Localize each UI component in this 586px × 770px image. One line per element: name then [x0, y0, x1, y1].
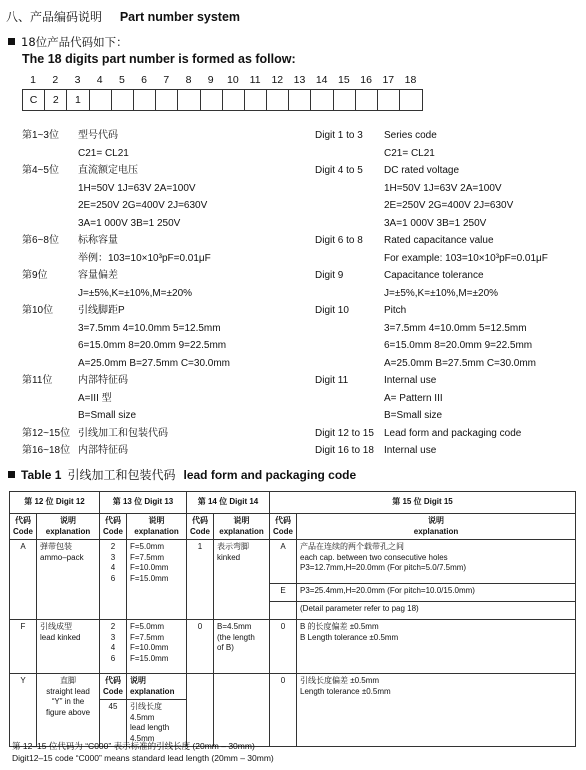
desc-line: 举例：103=10×10³pF=0.01μF	[78, 252, 211, 264]
bullet-icon	[8, 471, 15, 478]
desc-line: 内部特征码	[78, 375, 128, 386]
digit-box	[400, 90, 422, 110]
d13-nested-table	[100, 674, 186, 746]
desc-line: 6=15.0mm 8=20.0mm 9=22.5mm	[384, 340, 533, 351]
cell-line: P3=25.4mm,H=20.0mm (For pitch=10.0/15.0mm)	[300, 586, 475, 595]
digit-desc-zh	[78, 127, 129, 162]
code-header: 代码 Code	[100, 514, 127, 540]
digit-position-2: 2	[52, 74, 59, 86]
digit-box: 2	[45, 90, 67, 110]
d13-codes	[100, 620, 127, 674]
digit-box	[267, 90, 289, 110]
desc-line: 6=15.0mm 8=20.0mm 9=22.5mm	[78, 340, 227, 351]
cell-line: 引线成型	[40, 622, 72, 631]
digit-box	[311, 90, 333, 110]
cell-line: figure above	[45, 707, 91, 717]
digit-position-17: 17	[382, 74, 395, 86]
cell-line: F=7.5mm	[130, 632, 165, 642]
digit-position-15: 15	[338, 74, 350, 86]
desc-line: For example: 103=10×10³pF=0.01μF	[384, 252, 548, 264]
code-header: 代码 Code	[187, 514, 214, 540]
digit-label-zh: 第9位	[22, 270, 48, 281]
desc-line: J=±5%,K=±10%,M=±20%	[384, 287, 499, 299]
d15-detail-note: (Detail parameter refer to pag 18)	[297, 602, 576, 620]
digit-desc-en	[384, 302, 536, 372]
digit-position-11: 11	[249, 74, 261, 86]
desc-line: DC rated voltage	[384, 165, 460, 176]
digit-desc-en	[384, 267, 498, 302]
digit-position-13: 13	[293, 74, 306, 86]
desc-line: 内部特征码	[78, 445, 128, 456]
digit-position-8: 8	[185, 74, 192, 86]
digit-box	[90, 90, 112, 110]
section-title-zh: 八、产品编码说明	[6, 10, 103, 24]
explanation-header: 说明 explanation	[297, 514, 576, 540]
cell-line: 6	[110, 573, 116, 583]
digit-position-3: 3	[74, 74, 81, 86]
d12-code: Y	[10, 674, 37, 747]
digit-desc-zh	[78, 232, 211, 267]
cell-line: straight lead	[46, 686, 90, 696]
digit-label-zh: 第6~8位	[22, 235, 59, 246]
desc-line: 3A=1 000V 3B=1 250V	[384, 217, 487, 229]
cell-line: B=4.5mm	[217, 622, 252, 631]
packaging-code-table	[9, 491, 576, 747]
digit-label-en: Digit 12 to 15	[315, 427, 374, 439]
desc-line: Internal use	[384, 445, 437, 456]
digit-position-4: 4	[96, 74, 103, 86]
desc-line: J=±5%,K=±10%,M=±20%	[78, 287, 193, 299]
cell-line: B 的长度偏差 ±0.5mm	[300, 622, 379, 631]
d15-code: E	[270, 584, 297, 602]
group-header-digit13: 第 13 位 Digit 13	[100, 492, 187, 514]
desc-line: 引线加工和包装代码	[78, 427, 168, 439]
desc-line: Rated capacitance value	[384, 235, 494, 246]
digit-position-18: 18	[404, 74, 417, 86]
digit-position-9: 9	[207, 74, 214, 86]
table-title-en: lead form and packaging code	[183, 468, 357, 482]
note-zh: 第 12–15 位代码为 “C000” 表示标准的引线长度 (20mm – 30mm)	[12, 741, 255, 751]
cell-line: each cap. between two consecutive holes	[300, 552, 448, 562]
desc-line: Series code	[384, 130, 437, 141]
d12-expl	[37, 674, 100, 747]
desc-line: C21= CL21	[78, 147, 129, 159]
code-header: 代码 Code	[10, 514, 37, 540]
cell-line: lead kinked	[40, 632, 81, 642]
cell-line: F=10.0mm	[130, 643, 169, 652]
cell-line: B Length tolerance ±0.5mm	[300, 632, 399, 642]
d15-expl	[297, 540, 576, 584]
d13-codes	[100, 540, 127, 620]
digit-box	[334, 90, 356, 110]
desc-line: 3=7.5mm 4=10.0mm 5=12.5mm	[384, 322, 527, 334]
d15-expl	[297, 584, 576, 602]
digit-desc-zh	[78, 442, 128, 460]
digit-box	[134, 90, 156, 110]
digit-desc-zh	[78, 372, 136, 425]
digit-desc-zh	[78, 302, 230, 372]
table-row	[10, 674, 576, 747]
desc-line: B=Small size	[78, 410, 137, 421]
bullet-icon	[8, 38, 15, 45]
digit-position-12: 12	[271, 74, 284, 86]
digit-position-5: 5	[118, 74, 125, 86]
digit-position-1: 1	[30, 74, 37, 86]
table-title-zh: 引线加工和包装代码	[67, 468, 176, 482]
digit-label-en: Digit 16 to 18	[315, 445, 374, 456]
group-header-digit12: 第 12 位 Digit 12	[10, 492, 100, 514]
d12-code: F	[10, 620, 37, 674]
digit-label-en: Digit 10	[315, 305, 349, 316]
d13-expl	[127, 620, 187, 674]
digit-box: C	[23, 90, 45, 110]
cell-line: F=15.0mm	[130, 573, 169, 583]
digit-desc-en	[384, 372, 443, 425]
nested-code-header: 代码 Code	[100, 674, 127, 700]
cell-line: 6	[110, 653, 116, 663]
group-header-digit15: 第 15 位 Digit 15	[270, 492, 576, 514]
cell-line: F=15.0mm	[130, 653, 169, 663]
digit-label-zh: 第11位	[22, 375, 53, 386]
desc-line: 容量偏差	[78, 270, 118, 281]
digit-desc-en	[384, 232, 548, 267]
cell-line: 表示弯脚	[217, 542, 249, 551]
digit-box	[178, 90, 200, 110]
d15-code: 0	[270, 674, 297, 747]
digit-box	[201, 90, 223, 110]
cell-line: kinked	[217, 552, 241, 562]
digit-label-en: Digit 6 to 8	[315, 235, 363, 246]
digit-label-en: Digit 4 to 5	[315, 165, 363, 176]
digit-box	[156, 90, 178, 110]
desc-line: 直流额定电压	[78, 165, 138, 176]
d15-expl	[297, 674, 576, 747]
desc-line: 3A=1 000V 3B=1 250V	[78, 217, 181, 229]
d12-expl	[37, 620, 100, 674]
cell-line: 4	[110, 643, 116, 652]
section-title-en: Part number system	[119, 10, 241, 24]
desc-line: A=III 型	[78, 392, 112, 404]
digit-position-10: 10	[227, 74, 239, 86]
digit-box	[289, 90, 311, 110]
cell-line: 产品在连续的两个载带孔之间	[300, 542, 404, 551]
digit-desc-en	[384, 425, 521, 443]
desc-line: 1H=50V 1J=63V 2A=100V	[384, 182, 502, 194]
d12-expl	[37, 540, 100, 620]
d14-code: 0	[187, 620, 214, 674]
sub-header-row	[10, 514, 576, 540]
desc-line: B=Small size	[384, 410, 443, 421]
cell-line: F=10.0mm	[130, 563, 169, 572]
digit-box	[356, 90, 378, 110]
cell-line: F=7.5mm	[130, 552, 165, 562]
d15-code: A	[270, 540, 297, 584]
note-en: Digit12–15 code “C000” means standard lead length (20mm – 30mm)	[12, 753, 274, 763]
d15-expl	[297, 620, 576, 674]
digit-box	[112, 90, 134, 110]
group-header-digit14: 第 14 位 Digit 14	[187, 492, 270, 514]
cell-line: 引线长度偏差 ±0.5mm	[300, 676, 380, 685]
desc-line: 2E=250V 2G=400V 2J=630V	[384, 200, 514, 211]
digit-position-16: 16	[360, 74, 372, 86]
digit-box	[223, 90, 245, 110]
cell-line: lead length 4.5mm	[130, 723, 170, 743]
digit-desc-en	[384, 162, 513, 232]
digit-label-en: Digit 11	[315, 375, 349, 386]
cell-line: 2	[110, 542, 116, 551]
cell-line: 直脚	[60, 676, 76, 685]
digit-box: 1	[67, 90, 89, 110]
table-row	[10, 620, 576, 674]
d14-code: 1	[187, 540, 214, 620]
explanation-header: 说明 explanation	[127, 514, 187, 540]
desc-line: 型号代码	[78, 130, 118, 141]
intro-en: The 18 digits part number is formed as follow:	[22, 52, 296, 66]
cell-line: of B)	[217, 643, 234, 652]
desc-line: 2E=250V 2G=400V 2J=630V	[78, 200, 208, 211]
desc-line: A=25.0mm B=27.5mm C=30.0mm	[384, 357, 537, 369]
desc-line: Internal use	[384, 375, 437, 386]
table-title-number: Table 1	[21, 468, 62, 482]
cell-line: “Y” in the	[51, 697, 85, 706]
digit-label-en: Digit 1 to 3	[315, 130, 363, 141]
digit-position-7: 7	[163, 74, 170, 86]
digit-desc-zh	[78, 162, 207, 232]
desc-line: C21= CL21	[384, 147, 435, 159]
cell-line: 2	[110, 622, 116, 631]
cell-line: Length tolerance ±0.5mm	[300, 686, 391, 696]
d15-code: 0	[270, 620, 297, 674]
digit-label-zh: 第10位	[22, 305, 54, 316]
code-header: 代码 Code	[270, 514, 297, 540]
table-title	[8, 466, 356, 483]
digit-label-zh: 第16~18位	[22, 445, 71, 456]
cell-line: F=5.0mm	[130, 622, 165, 631]
explanation-header: 说明 explanation	[37, 514, 100, 540]
digit-desc-en	[384, 127, 437, 162]
digit-position-numbers	[22, 74, 422, 88]
desc-line: Lead form and packaging code	[384, 427, 522, 439]
digit-label-zh: 第1~3位	[22, 130, 59, 141]
explanation-header: 说明 explanation	[214, 514, 270, 540]
digit-box	[245, 90, 267, 110]
digit-desc-zh	[78, 425, 168, 443]
desc-line: A= Pattern III	[384, 392, 443, 404]
desc-line: 3=7.5mm 4=10.0mm 5=12.5mm	[78, 322, 221, 334]
digit-boxes	[22, 89, 423, 111]
cell-line: 3	[110, 552, 116, 562]
d14-expl	[214, 540, 270, 620]
cell-line: 引线长度 4.5mm	[130, 702, 162, 722]
cell-line: 弹带包装	[40, 542, 72, 551]
desc-line: Pitch	[384, 305, 407, 316]
cell-line: 4	[110, 563, 116, 572]
digit-label-en: Digit 9	[315, 270, 344, 281]
digit-position-6: 6	[141, 74, 148, 86]
cell-line: F=5.0mm	[130, 542, 165, 551]
intro-zh	[8, 34, 128, 50]
digit-label-zh: 第4~5位	[22, 165, 59, 176]
cell-line: P3=12.7mm,H=20.0mm (For pitch=5.0/7.5mm)	[300, 563, 467, 572]
d13-expl	[127, 540, 187, 620]
nested-expl-header: 说明 explanation	[127, 674, 187, 700]
cell-line: (the length	[217, 632, 255, 642]
digit-box	[378, 90, 400, 110]
desc-line: A=25.0mm B=27.5mm C=30.0mm	[78, 357, 231, 369]
d14-expl	[214, 620, 270, 674]
cell-line: ammo–pack	[40, 552, 84, 562]
digit-position-14: 14	[315, 74, 328, 86]
digit-desc-en	[384, 442, 436, 460]
digit-desc-zh	[78, 267, 192, 302]
cell-line: 3	[110, 632, 116, 642]
section-title	[6, 8, 240, 25]
desc-line: 引线脚距P	[78, 305, 125, 316]
intro-zh-text: 18位产品代码如下：	[21, 35, 128, 49]
d13-nested-cell	[100, 674, 187, 747]
desc-line: 标称容量	[78, 235, 118, 246]
digit-label-zh: 第12~15位	[22, 427, 71, 439]
desc-line: Capacitance tolerance	[384, 270, 484, 281]
nested-code: 45	[100, 700, 127, 747]
desc-line: 1H=50V 1J=63V 2A=100V	[78, 182, 196, 194]
d12-code: A	[10, 540, 37, 620]
table-row	[10, 540, 576, 584]
